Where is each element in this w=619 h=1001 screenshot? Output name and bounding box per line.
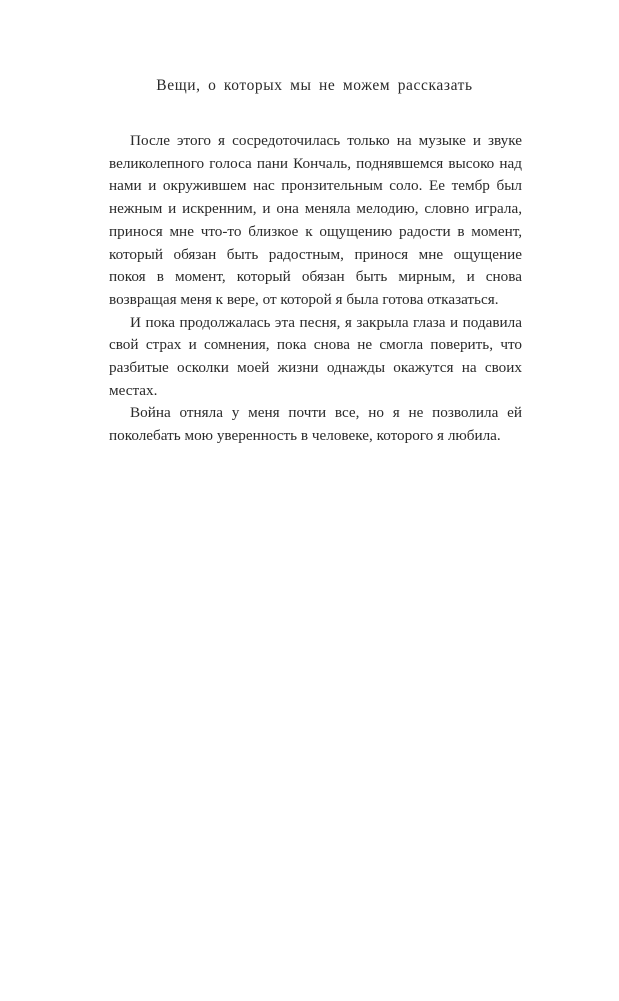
- paragraph-3: Война отняла у меня почти все, но я не позволила ей поколебать мою уверенность в человеке, которого я любила.: [109, 404, 522, 445]
- body-text: [109, 130, 522, 448]
- paragraph-1: После этого я сосредоточилась только на музыке и звуке великолепного голоса пани Кончаль, поднявшемся высоко над нами и окружившем нас пронзительным соло. Ее тембр был нежным и искренним, и она меняла мелодию, словно играла, принося мне что-то близкое к ощущению радости в момент, который обязан быть радостным, принося мне ощущение покоя в момент, который обязан быть мирным, и снова возвращая меня к вере, от которой я была готова отказаться.: [109, 132, 522, 308]
- running-head: Вещи, о которых мы не можем рассказать: [156, 77, 473, 94]
- paragraph-2: И пока продолжалась эта песня, я закрыла глаза и подавила свой страх и сомнения, пока снова не смогла поверить, что разбитые осколки моей жизни однажды окажутся на своих местах.: [109, 313, 522, 399]
